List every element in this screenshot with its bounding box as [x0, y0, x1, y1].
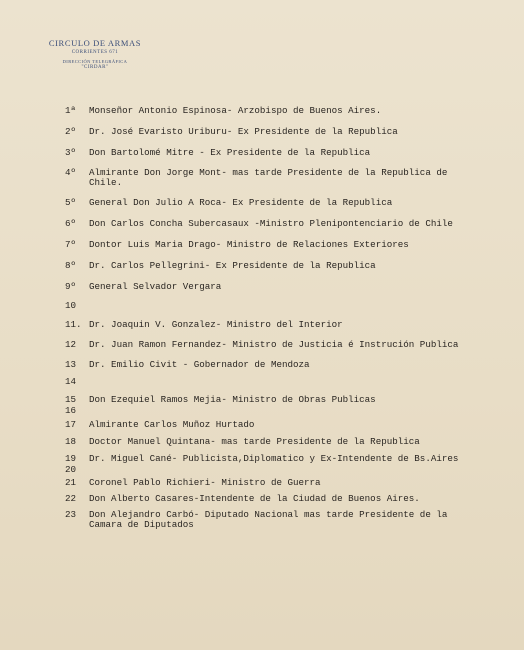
item-text-continuation: Camara de Diputados — [89, 518, 194, 529]
list-item — [65, 340, 524, 350]
list-item — [65, 320, 524, 330]
item-number: 4º — [65, 168, 77, 178]
list-item — [65, 282, 524, 292]
letterhead-telegraph-label: DIRECCIÓN TELEGRÁFICA — [62, 59, 128, 64]
list-item — [65, 360, 524, 370]
item-number: 13 — [65, 360, 77, 370]
item-number: 17 — [65, 420, 77, 430]
item-text: Dr. Joaquin V. Gonzalez- Ministro del Interior — [89, 320, 343, 330]
item-text: Dr. José Evaristo Uriburu- Ex Presidente de la Republica — [89, 127, 398, 137]
item-number: 2º — [65, 127, 77, 137]
list-item — [65, 437, 524, 447]
item-text: Dr. Juan Ramon Fernandez- Ministro de Justicia é Instrución Publica — [89, 340, 459, 350]
list-item — [65, 420, 524, 430]
item-text: Dontor Luis Maria Drago- Ministro de Relaciones Exteriores — [89, 240, 409, 250]
item-number: 7º — [65, 240, 77, 250]
item-text: Coronel Pablo Richieri- Ministro de Guerra — [89, 478, 321, 488]
item-number: 14 — [65, 377, 77, 387]
list-item — [65, 198, 524, 208]
list-item — [65, 454, 524, 464]
item-number: 9º — [65, 282, 77, 292]
item-number: 10 — [65, 301, 77, 311]
item-text: Almirante Don Jorge Mont- mas tarde Presidente de la Republica de — [89, 168, 448, 178]
letterhead-club-name: CIRCULO DE ARMAS — [48, 38, 142, 48]
item-number: 22 — [65, 494, 77, 504]
item-text: Doctor Manuel Quintana- mas tarde Presidente de la Republica — [89, 437, 420, 447]
item-number: 5º — [65, 198, 77, 208]
item-text: Dr. Miguel Cané- Publicista,Diplomatico y Ex-Intendente de Bs.Aires — [89, 454, 459, 464]
item-number: 23 — [65, 510, 77, 520]
list-item — [65, 510, 524, 529]
item-number: 21 — [65, 478, 77, 488]
item-text: Dr. Carlos Pellegrini- Ex Presidente de la Republica — [89, 261, 376, 271]
item-number: 19 — [65, 454, 77, 464]
list-item — [65, 406, 524, 416]
item-text: Almirante Carlos Muñoz Hurtado — [89, 420, 255, 430]
item-number: 11. — [65, 320, 82, 330]
list-item — [65, 478, 524, 488]
letterhead-address: CORRIENTES 671 — [71, 50, 119, 55]
item-text: Don Carlos Concha Subercasaux -Ministro Plenipontenciario de Chile — [89, 219, 453, 229]
list-item — [65, 168, 524, 187]
list-item — [65, 301, 524, 311]
list-item — [65, 377, 524, 387]
item-number: 8º — [65, 261, 77, 271]
item-number: 15 — [65, 395, 77, 405]
letterhead-telegraph-name: "CIRDAR" — [81, 65, 109, 70]
item-text: Don Alejandro Carbó- Diputado Nacional mas tarde Presidente de la — [89, 510, 448, 520]
item-number: 3º — [65, 148, 77, 158]
item-text: Don Alberto Casares-Intendente de la Ciudad de Buenos Aires. — [89, 494, 420, 504]
list-item — [65, 395, 524, 405]
item-text: Don Bartolomé Mitre - Ex Presidente de la Republica — [89, 148, 371, 158]
item-number: 18 — [65, 437, 77, 447]
list-item — [65, 219, 524, 229]
item-text: General Don Julio A Roca- Ex Presidente de la Republica — [89, 198, 393, 208]
item-text-continuation: Chile. — [89, 176, 123, 187]
item-number: 20 — [65, 465, 77, 475]
item-text: General Selvador Vergara — [89, 282, 222, 292]
list-item — [65, 127, 524, 137]
item-number: 1ª — [65, 106, 77, 116]
list-item — [65, 494, 524, 504]
list-item — [65, 240, 524, 250]
item-number: 16 — [65, 406, 77, 416]
item-text: Don Ezequiel Ramos Mejia- Ministro de Obras Publicas — [89, 395, 376, 405]
list-item — [65, 261, 524, 271]
item-text: Monseñor Antonio Espinosa- Arzobispo de Buenos Aires. — [89, 106, 382, 116]
item-number: 6º — [65, 219, 77, 229]
list-item — [65, 106, 524, 116]
list-item — [65, 148, 524, 158]
list-item — [65, 465, 524, 475]
item-text: Dr. Emilio Civit - Gobernador de Mendoza — [89, 360, 310, 370]
item-number: 12 — [65, 340, 77, 350]
letterhead — [40, 38, 150, 70]
